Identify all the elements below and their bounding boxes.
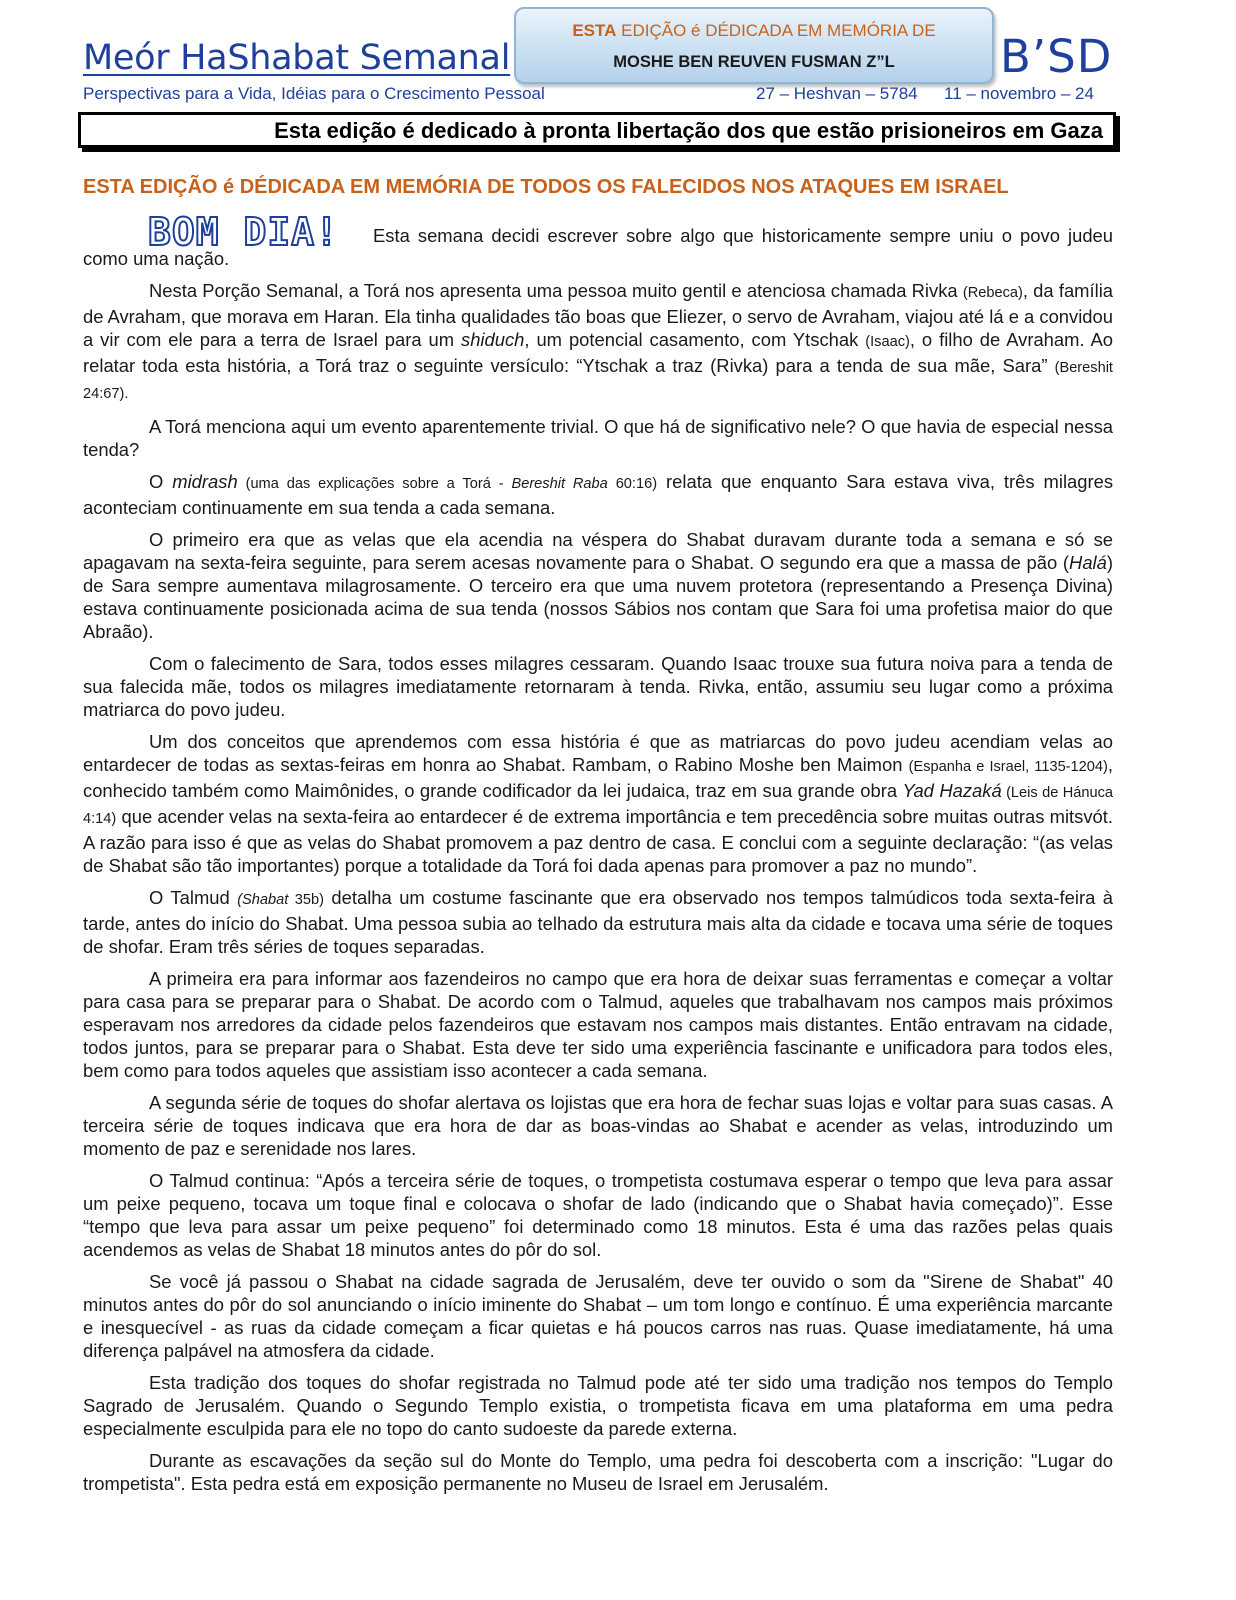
paragraph-14: Durante as escavações da seção sul do Monte do Templo, uma pedra foi descoberta com a inscrição: "Lugar do trompetista". Esta pedra está em exposição permanente no Museu de Israel em Jerusalém.	[83, 1450, 1113, 1494]
text-span: Nesta Porção Semanal, a Torá nos apresenta uma pessoa muito gentil e atenciosa chamada Rivka	[149, 280, 963, 301]
text-span: (Isaac)	[865, 334, 910, 350]
masthead-subtitle: Perspectivas para a Vida, Idéias para o Crescimento Pessoal	[83, 84, 545, 103]
paragraph-10: A segunda série de toques do shofar alertava os lojistas que era hora de fechar suas lojas e voltar para suas casas. A terceira série de toques indicava que era hora de dar as boas-vindas ao Shabat e acender as velas, introduzindo um momento de paz e serenidade nos lares.	[83, 1092, 1113, 1159]
paragraph-7	[83, 730, 1113, 877]
text-span: Yad Hazaká	[902, 780, 1002, 801]
paragraph-11: O Talmud continua: “Após a terceira série de toques, o trompetista costumava esperar o tempo que leva para assar um peixe pequeno, tocava um toque final e colocava o shofar de lado (indicando que o Shabat havia começado)”. Esse “tempo que leva para assar um peixe pequeno” foi determinado como 18 minutos. Esta é uma das razões pelas quais acendemos as velas de Shabat 18 minutos antes do pôr do sol.	[83, 1170, 1113, 1260]
dedication-line-1-rest: EDIÇÃO é DÉDICADA EM MEMÓRIA DE	[616, 21, 936, 40]
text-span: (Bereshit 24:67).	[83, 360, 1113, 402]
paragraph-4	[83, 470, 1113, 519]
paragraph-13: Esta tradição dos toques do shofar registrada no Talmud pode até ter sido uma tradição nos tempos do Templo Sagrado de Jerusalém. Quando o Segundo Templo existia, o trompetista ficava em uma plataforma em uma pedra especialmente esculpida para ele no topo do canto sudoeste da parede externa.	[83, 1372, 1113, 1439]
article-body	[83, 224, 1113, 1504]
dedication-box	[514, 7, 994, 84]
dedication-line-1	[516, 21, 992, 41]
paragraph-9: A primeira era para informar aos fazendeiros no campo que era hora de deixar suas ferramentas e começar a voltar para casa para se preparar para o Shabat. De acordo com o Talmud, aqueles que trabalhavam nos campos mais próximos esperavam nos arredores da cidade pelos fazendeiros que estavam nos campos mais distantes. Então entravam na cidade, todos juntos, para se preparar para o Shabat. Esta deve ter sido uma experiência fascinante e unificadora para todos eles, bem como para todos aqueles que assistiam isso acontecer a cada semana.	[83, 968, 1113, 1081]
text-span: Halá	[1069, 552, 1107, 573]
text-span: Bereshit Raba	[511, 476, 608, 492]
paragraph-8	[83, 886, 1113, 958]
text-span: O primeiro era que as velas que ela acendia na véspera do Shabat duravam durante toda a semana e só se apagavam na sexta-feira seguinte, para serem acesas novamente para o Shabat. O segundo era que a massa de pão (	[83, 529, 1113, 573]
text-span: ) de Sara sempre aumentava milagrosamente. O terceiro era que uma nuvem protetora (representando a Presença Divina) estava continuamente posicionada acima de sua tenda (nossos Sábios nos contam que Sara foi uma profetisa maior do que Abraão).	[83, 552, 1113, 642]
text-span: (Leis de Hánuca 4:14)	[83, 785, 1113, 827]
text-span: O	[149, 471, 173, 492]
gregorian-date: 11 – novembro – 24	[944, 84, 1094, 103]
masthead-title: Meór HaShabat Semanal	[83, 38, 511, 78]
text-span: (Rebeca)	[962, 285, 1023, 301]
memorial-heading: ESTA EDIÇÃO é DÉDICADA EM MEMÓRIA DE TODOS OS FALECIDOS NOS ATAQUES EM ISRAEL	[83, 176, 1009, 198]
paragraph-1: Esta semana decidi escrever sobre algo que historicamente sempre uniu o povo judeu como uma nação.	[83, 225, 1113, 269]
text-span: midrash	[172, 471, 238, 492]
text-span: shiduch	[461, 329, 525, 350]
dedication-line-2: MOSHE BEN REUVEN FUSMAN Z”L	[613, 53, 895, 71]
text-span: que acender velas na sexta-feira ao entardecer é de extrema importância e tem precedência sobre muitas outras mitsvót. A razão para isso é que as velas do Shabat promovem a paz dentro de casa. E conclui com a seguinte declaração: “(as velas de Shabat são tão importantes) porque a totalidade da Torá foi dada apenas para promover a paz no mundo”.	[83, 806, 1113, 876]
paragraph-2	[83, 279, 1113, 406]
text-span: , um potencial casamento, com Ytschak	[524, 329, 866, 350]
text-span: Um dos conceitos que aprendemos com essa história é que as matriarcas do povo judeu acendiam velas ao entardecer de todas as sextas-feiras em honra ao Shabat. Rambam, o Rabino Moshe ben Maimon	[83, 731, 1113, 775]
paragraph-6: Com o falecimento de Sara, todos esses milagres cessaram. Quando Isaac trouxe sua futura noiva para a tenda de sua falecida mãe, todos os milagres imediatamente retornaram à tenda. Rivka, então, assumiu seu lugar como a próxima matriarca do povo judeu.	[83, 653, 1113, 720]
dedication-banner	[78, 112, 1116, 148]
text-span: (Espanha e Israel, 1135-1204)	[908, 759, 1108, 775]
text-span: relata que enquanto Sara estava viva, três milagres aconteciam continuamente em sua tenda a cada semana.	[83, 471, 1114, 518]
bsd-mark: B’SD	[1000, 30, 1113, 83]
paragraph-3: A Torá menciona aqui um evento aparentemente trivial. O que há de significativo nele? O que havia de especial nessa tenda?	[83, 416, 1113, 460]
text-span: , da família de Avraham, que morava em Haran. Ela tinha qualidades tão boas que Eliezer, o servo de Avraham, viajou até lá e a convidou a vir com ele para a terra de Israel para um	[83, 280, 1114, 350]
text-span: 35b)	[288, 892, 324, 908]
banner-text: Esta edição é dedicado à pronta libertação dos que estão prisioneiros em Gaza	[274, 118, 1103, 143]
hebrew-date: 27 – Heshvan – 5784	[756, 84, 918, 103]
text-span: , o filho de Avraham. Ao relatar toda esta história, a Torá traz o seguinte versículo: “Ytschak a traz (Rivka) para a tenda de sua mãe, Sara”	[83, 329, 1113, 376]
dedication-bold-word: ESTA	[572, 21, 617, 40]
paragraph-5	[83, 528, 1113, 643]
text-span: (Shabat	[237, 892, 289, 908]
text-span: detalha um costume fascinante que era observado nos tempos talmúdicos toda sexta-feira à tarde, antes do início do Shabat. Uma pessoa subia ao telhado da estrutura mais alta da cidade e tocava uma série de toques de shofar. Eram três séries de toques separadas.	[83, 887, 1114, 957]
text-span: (uma das explicações sobre a Torá -	[237, 476, 512, 492]
text-span: O Talmud	[149, 887, 238, 908]
text-span: , conhecido também como Maimônides, o grande codificador da lei judaica, traz em sua grande obra	[83, 754, 1113, 801]
paragraph-12: Se você já passou o Shabat na cidade sagrada de Jerusalém, deve ter ouvido o som da "Sirene de Shabat" 40 minutos antes do pôr do sol anunciando o início iminente do Shabat – um tom longo e contínuo. É uma experiência marcante e inesquecível - as ruas da cidade começam a ficar quietas e há poucos carros nas ruas. Quase imediatamente, há uma diferença palpável na atmosfera da cidade.	[83, 1271, 1113, 1361]
bom-dia-greeting: BOM DIA!	[148, 210, 340, 254]
text-span: 60:16)	[607, 476, 658, 492]
